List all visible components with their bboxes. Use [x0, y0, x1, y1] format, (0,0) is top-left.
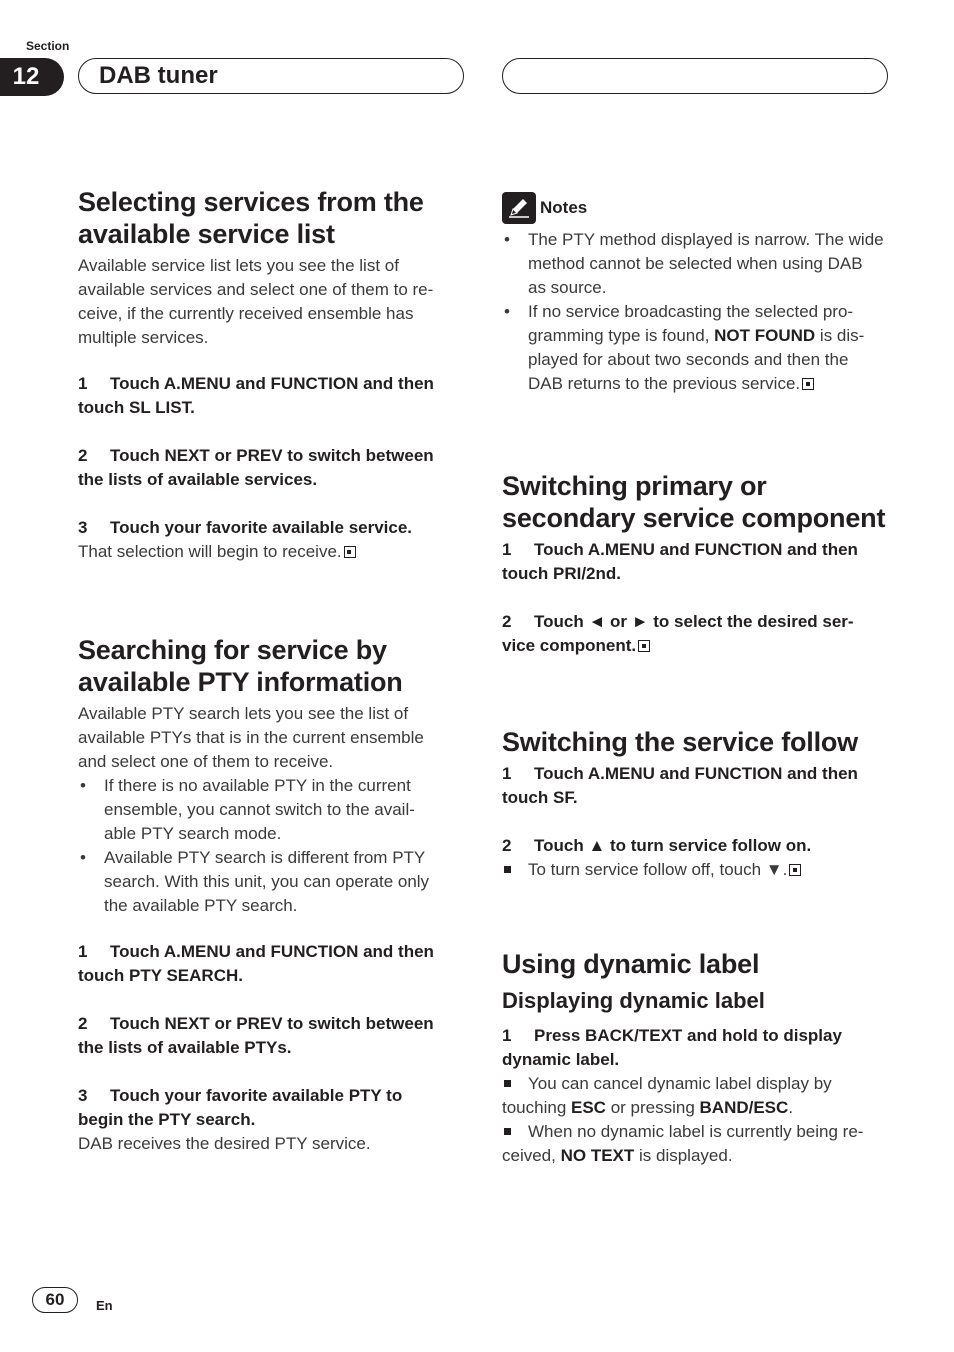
section-number-tab: 12	[0, 58, 64, 96]
square-bullet-icon	[504, 1128, 511, 1135]
section-heading-dynamic-label: Using dynamic label	[502, 949, 760, 979]
selecting-services-intro: Available service list lets you see the list of available services and select one of them to re- ceive, if the currently received ensemble has multiple services.	[78, 256, 434, 347]
step-2-follow-on: 2 Touch ▲ to turn service follow on.	[502, 836, 812, 855]
end-mark-icon	[344, 546, 356, 558]
note-pty-narrow: • The PTY method displayed is narrow. The wide method cannot be selected when using DAB as source.	[504, 230, 884, 297]
step-1-sf: 1 Touch A.MENU and FUNCTION and then touch SF.	[502, 764, 858, 807]
end-mark-icon	[789, 864, 801, 876]
section-heading-selecting-services: Selecting services from the available service list	[78, 187, 424, 249]
step-2-pty-lists: 2 Touch NEXT or PREV to switch between the lists of available PTYs.	[78, 1014, 434, 1057]
step-1-pri-2nd: 1 Touch A.MENU and FUNCTION and then touch PRI/2nd.	[502, 540, 858, 583]
note-no-text: When no dynamic label is currently being re- ceived, NO TEXT is displayed.	[502, 1122, 864, 1165]
chapter-title-pill	[78, 58, 464, 94]
subheading-displaying-dynamic-label: Displaying dynamic label	[502, 988, 765, 1013]
right-column	[502, 192, 898, 1168]
section-heading-primary-secondary: Switching primary or secondary service component	[502, 471, 886, 533]
step-2-select-component: 2 Touch ◄ or ► to select the desired ser- vice component.	[502, 612, 854, 655]
note-not-found: • If no service broadcasting the selected pro- gramming type is found, NOT FOUND is dis- played for about two seconds and then the DAB returns to the previous service.	[504, 302, 865, 393]
bullet-no-available-pty: • If there is no available PTY in the current ensemble, you cannot switch to the avail- able PTY search mode.	[80, 776, 415, 843]
section-label: Section	[26, 39, 70, 53]
step-1-pty-search: 1 Touch A.MENU and FUNCTION and then touch PTY SEARCH.	[78, 942, 434, 985]
step-3-result: That selection will begin to receive.	[78, 540, 468, 564]
language-label: En	[96, 1298, 113, 1313]
note-follow-off: To turn service follow off, touch ▼.	[502, 858, 898, 882]
section-heading-searching-pty: Searching for service by available PTY information	[78, 635, 403, 697]
step-1-back-text: 1 Press BACK/TEXT and hold to display dynamic label.	[502, 1026, 842, 1069]
chapter-title: DAB tuner	[99, 62, 218, 89]
left-column	[78, 186, 468, 1156]
section-heading-service-follow: Switching the service follow	[502, 727, 858, 757]
bullet-pty-difference: • Available PTY search is different from PTY search. With this unit, you can operate only the available PTY search.	[80, 848, 430, 915]
end-mark-icon	[638, 640, 650, 652]
searching-pty-intro: Available PTY search lets you see the list of available PTYs that is in the current ensemble and select one of them to receive.	[78, 704, 424, 771]
pencil-icon	[502, 192, 536, 224]
step-3-favorite-service: 3 Touch your favorite available service.	[78, 518, 413, 537]
step-2-switch-lists: 2 Touch NEXT or PREV to switch between the lists of available services.	[78, 446, 434, 489]
square-bullet-icon	[504, 866, 511, 873]
notes-title: Notes	[540, 198, 588, 217]
note-cancel-dynamic-label: You can cancel dynamic label display by touching ESC or pressing BAND/ESC.	[502, 1074, 832, 1117]
step-3-favorite-pty: 3 Touch your favorite available PTY to begin the PTY search.	[78, 1086, 403, 1129]
end-mark-icon	[802, 378, 814, 390]
empty-header-pill	[502, 58, 888, 94]
step-3-pty-result: DAB receives the desired PTY service.	[78, 1134, 371, 1153]
square-bullet-icon	[504, 1080, 511, 1087]
page-number: 60	[32, 1287, 78, 1313]
notes-header	[502, 192, 898, 224]
step-1-sl-list: 1 Touch A.MENU and FUNCTION and then touch SL LIST.	[78, 374, 434, 417]
